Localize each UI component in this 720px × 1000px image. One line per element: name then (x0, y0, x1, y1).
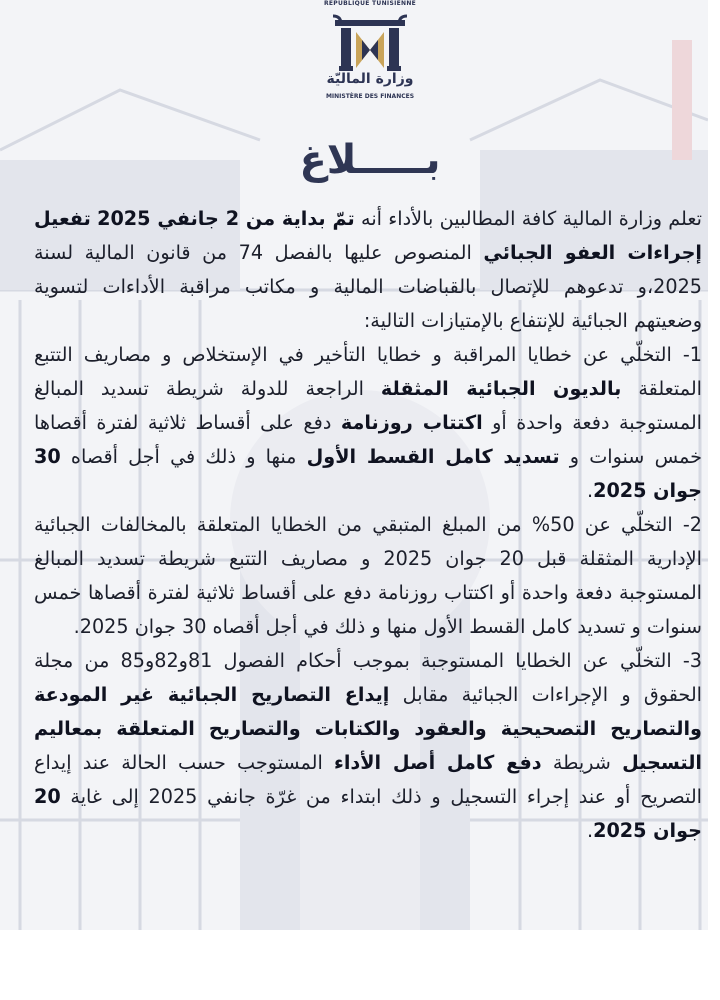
announcement-title: بـــــلاغ (299, 137, 441, 183)
ministry-of-finance-logo-icon (331, 14, 409, 74)
ministry-name-french: MINISTÈRE DES FINANCES (325, 93, 415, 100)
ministry-header (0, 0, 708, 110)
announcement-body (34, 202, 702, 848)
benefit-item-3: 3- التخلّي عن الخطايا المستوجبة بموجب أحكام الفصول 81و82و85 من مجلة الحقوق و الإجراءات الجبائية مقابل إيداع التصاريح الجبائية غير المودعة والتصاريح التصحيحية والعقود والكتابات والتصاريح المتعلقة بمعاليم التسجيل شريطة دفع كامل أصل الأداء المستوجب حسب الحالة عند إيداع التصريح أو عند إجراء التسجيل و ذلك ابتداء من غرّة جانفي 2025 إلى غاية 20 جوان 2025. (34, 649, 702, 842)
ministry-name-arabic: وزارة الماليّة (326, 71, 414, 87)
benefit-item-2: 2- التخلّي عن 50% من المبلغ المتبقي من الخطايا المتعلقة بالمخالفات الجبائية الإدارية المثقلة قبل 20 جوان 2025 و مصاريف التتبع شريطة تسديد المبالغ المستوجبة دفعة واحدة أو اكتتاب روزنامة دفع على أقساط ثلاثية لفترة أقصاها خمس سنوات و تسديد كامل القسط الأول منها و ذلك في أجل أقصاه 30 جوان 2025. (34, 513, 702, 638)
intro-paragraph: تعلم وزارة المالية كافة المطالبين بالأداء أنه تمّ بداية من 2 جانفي 2025 تفعيل إجراءات العفو الجبائي المنصوص عليها بالفصل 74 من قانون المالية لسنة 2025،و تدعوهم للإتصال بالقباضات المالية و مكاتب مراقبة الأداءات لتسوية وضعيتهم الجبائية للإنتفاع بالإمتيازات التالية: (34, 207, 702, 332)
benefit-item-1: 1- التخلّي عن خطايا المراقبة و خطايا التأخير في الإستخلاص و مصاريف التتبع المتعلقة بالديون الجبائية المثقلة الراجعة للدولة شريطة تسديد المبالغ المستوجبة دفعة واحدة أو اكتتاب روزنامة دفع على أقساط ثلاثية لفترة أقصاها خمس سنوات و تسديد كامل القسط الأول منها و ذلك في أجل أقصاه 30 جوان 2025. (34, 343, 702, 502)
republic-label: RÉPUBLIQUE TUNISIENNE (323, 0, 417, 7)
